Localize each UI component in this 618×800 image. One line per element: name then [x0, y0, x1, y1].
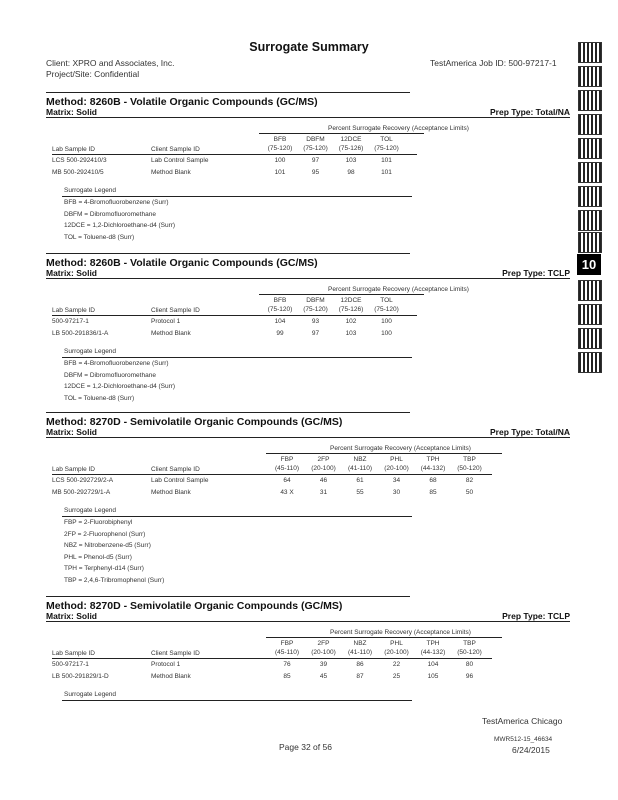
prep-type: Prep Type: TCLP [502, 611, 570, 621]
barcode-icon [578, 90, 602, 111]
recovery-rule [259, 294, 424, 295]
column-name: 12DCE [340, 136, 362, 143]
recovery-value: 97 [311, 330, 320, 337]
legend-item: DBFM = Dibromofluoromethane [64, 371, 156, 379]
legend-title: Surrogate Legend [64, 507, 117, 514]
recovery-value: 103 [345, 330, 357, 337]
recovery-value: 86 [356, 661, 364, 668]
matrix-label: Matrix: Solid [46, 611, 98, 621]
column-lab-sample-id: Lab Sample ID [52, 146, 95, 153]
legend-item: TOL = Toluene-d8 (Surr) [64, 233, 135, 241]
barcode-icon [578, 352, 602, 373]
lab-sample-id: MB 500-292729/1-A [52, 489, 111, 496]
client-sample-id: Method Blank [151, 169, 191, 176]
recovery-value: 39 [319, 661, 328, 668]
column-name: PHL [390, 456, 403, 463]
section-tab[interactable]: 10 [577, 254, 601, 275]
column-limits: (75-120) [374, 306, 399, 313]
column-name: DBFM [306, 136, 325, 143]
barcode-icon [578, 114, 602, 135]
legend-item: BFB = 4-Bromofluorobenzene (Surr) [64, 360, 169, 367]
barcode-icon [578, 186, 602, 207]
column-limits: (41-110) [347, 649, 373, 656]
column-limits: (75-120) [303, 145, 328, 152]
matrix-label: Matrix: Solid [46, 427, 98, 437]
column-name: NBZ [353, 640, 367, 647]
legend-item: FBP = 2-Fluorobiphenyl [64, 519, 133, 526]
recovery-value: 100 [381, 330, 392, 337]
method-heading: Method: 8260B - Volatile Organic Compounds (GC/MS) [46, 257, 318, 269]
recovery-value: 101 [274, 169, 286, 176]
lab-sample-id: LB 500-291836/1-A [52, 330, 109, 337]
column-limits: (75-120) [374, 145, 399, 152]
column-name: 2FP [317, 456, 330, 463]
column-name: TPH [426, 640, 440, 647]
column-limits: (44-132) [420, 649, 446, 656]
column-limits: (20-100) [384, 465, 409, 472]
column-name: FBP [280, 640, 294, 647]
lab-sample-id: 500-97217-1 [52, 661, 89, 668]
lab-sample-id: 500-97217-1 [52, 318, 89, 325]
column-name: PHL [390, 640, 403, 647]
recovery-value: 105 [427, 673, 439, 680]
column-limits: (45-110) [274, 649, 300, 656]
column-lab-sample-id: Lab Sample ID [52, 466, 95, 473]
column-name: TOL [380, 297, 393, 304]
column-limits: (20-100) [311, 649, 336, 656]
page-number: Page 32 of 56 [279, 742, 332, 752]
matrix-rule [46, 117, 570, 118]
barcode-icon [578, 210, 602, 231]
recovery-header: Percent Surrogate Recovery (Acceptance Limits) [330, 445, 471, 452]
recovery-value: 76 [283, 661, 291, 668]
recovery-value: 97 [311, 157, 320, 164]
recovery-value: 101 [381, 157, 392, 164]
recovery-value: 95 [311, 169, 320, 176]
recovery-rule [266, 637, 502, 638]
legend-rule [62, 196, 412, 197]
header-rule [52, 315, 417, 316]
column-lab-sample-id: Lab Sample ID [52, 650, 95, 657]
client-sample-id: Lab Control Sample [151, 157, 209, 164]
recovery-value: 85 [429, 489, 437, 496]
lab-sample-id: LB 500-291829/1-D [52, 673, 109, 680]
column-name: TOL [380, 136, 393, 143]
client-name: Client: XPRO and Associates, Inc. [46, 58, 175, 68]
column-limits: (75-126) [338, 306, 364, 313]
recovery-value: 68 [429, 477, 437, 484]
legend-title: Surrogate Legend [64, 691, 117, 698]
barcode-icon [578, 42, 602, 63]
column-name: FBP [280, 456, 294, 463]
recovery-header: Percent Surrogate Recovery (Acceptance Limits) [330, 629, 471, 636]
header-rule [52, 658, 492, 659]
legend-item: PHL = Phenol-d5 (Surr) [64, 553, 132, 561]
recovery-rule [266, 453, 502, 454]
legend-item: 12DCE = 1,2-Dichloroethane-d4 (Surr) [64, 222, 176, 229]
matrix-rule [46, 278, 570, 279]
column-name: BFB [273, 297, 287, 304]
barcode-icon [578, 66, 602, 87]
column-name: 2FP [317, 640, 330, 647]
client-sample-id: Protocol 1 [151, 318, 181, 325]
legend-item: TOL = Toluene-d8 (Surr) [64, 394, 135, 402]
recovery-value: 98 [347, 169, 355, 176]
recovery-value: 82 [465, 477, 474, 484]
lab-sample-id: MB 500-292410/5 [52, 169, 104, 176]
recovery-value: 85 [283, 673, 291, 680]
prep-type: Prep Type: Total/NA [490, 107, 570, 117]
recovery-value: 104 [274, 318, 286, 325]
column-client-sample-id: Client Sample ID [151, 650, 200, 657]
legend-item: TBP = 2,4,6-Tribromophenol (Surr) [64, 576, 165, 584]
recovery-value: 99 [276, 330, 284, 337]
legend-item: TPH = Terphenyl-d14 (Surr) [64, 565, 144, 572]
method-heading: Method: 8260B - Volatile Organic Compounds (GC/MS) [46, 96, 318, 108]
recovery-value: 93 [311, 318, 320, 325]
column-limits: (44-132) [420, 465, 446, 472]
legend-item: BFB = 4-Bromofluorobenzene (Surr) [64, 199, 169, 206]
recovery-value: 61 [356, 477, 364, 484]
legend-item: 12DCE = 1,2-Dichloroethane-d4 (Surr) [64, 383, 176, 390]
header-rule [52, 474, 492, 475]
column-limits: (50-120) [457, 649, 482, 656]
column-client-sample-id: Client Sample ID [151, 146, 200, 153]
column-limits: (50-120) [457, 465, 482, 472]
client-sample-id: Lab Control Sample [151, 477, 209, 484]
column-limits: (75-120) [303, 306, 328, 313]
matrix-label: Matrix: Solid [46, 268, 98, 278]
recovery-value: 101 [381, 169, 392, 176]
section-top-rule [46, 412, 410, 413]
prep-type: Prep Type: TCLP [502, 268, 570, 278]
column-name: TBP [463, 640, 476, 647]
recovery-value: 45 [319, 673, 328, 680]
barcode-icon [578, 138, 602, 159]
recovery-value: 43 X [280, 489, 294, 496]
recovery-value: 80 [465, 661, 474, 668]
column-limits: (41-110) [347, 465, 373, 472]
column-limits: (75-120) [267, 306, 293, 313]
client-sample-id: Method Blank [151, 673, 191, 680]
project-site: Project/Site: Confidential [46, 69, 140, 79]
legend-rule [62, 700, 412, 701]
recovery-value: 102 [345, 318, 357, 325]
page-title: Surrogate Summary [249, 40, 369, 54]
matrix-rule [46, 621, 570, 622]
barcode-icon [578, 232, 602, 253]
column-name: TPH [426, 456, 440, 463]
matrix-label: Matrix: Solid [46, 107, 98, 117]
client-sample-id: Method Blank [151, 489, 191, 496]
recovery-value: 31 [319, 489, 328, 496]
lab-name: TestAmerica Chicago [482, 716, 563, 726]
legend-item: DBFM = Dibromofluoromethane [64, 210, 156, 218]
doc-code: MWR512-15_46634 [494, 736, 553, 743]
recovery-value: 25 [392, 673, 401, 680]
column-name: 12DCE [340, 297, 362, 304]
job-id: TestAmerica Job ID: 500-97217-1 [430, 58, 557, 68]
lab-sample-id: LCS 500-292410/3 [52, 157, 107, 164]
recovery-value: 50 [465, 489, 474, 496]
recovery-value: 30 [392, 489, 401, 496]
recovery-value: 100 [274, 157, 286, 164]
column-name: DBFM [306, 297, 325, 304]
matrix-rule [46, 437, 570, 438]
recovery-value: 87 [356, 673, 364, 680]
recovery-value: 22 [392, 661, 401, 668]
legend-item: NBZ = Nitrobenzene-d5 (Surr) [64, 542, 151, 549]
column-limits: (75-126) [338, 145, 364, 152]
column-client-sample-id: Client Sample ID [151, 307, 200, 314]
column-name: NBZ [353, 456, 367, 463]
recovery-header: Percent Surrogate Recovery (Acceptance Limits) [328, 125, 469, 132]
recovery-value: 96 [465, 673, 474, 680]
section-top-rule [46, 596, 410, 597]
legend-rule [62, 516, 412, 517]
recovery-value: 100 [381, 318, 392, 325]
recovery-rule [259, 133, 424, 134]
recovery-value: 104 [427, 661, 439, 668]
section-top-rule [46, 253, 410, 254]
method-heading: Method: 8270D - Semivolatile Organic Compounds (GC/MS) [46, 416, 343, 428]
column-name: BFB [273, 136, 287, 143]
header-rule [52, 154, 417, 155]
client-sample-id: Method Blank [151, 330, 191, 337]
legend-title: Surrogate Legend [64, 187, 117, 194]
recovery-value: 46 [319, 477, 328, 484]
column-client-sample-id: Client Sample ID [151, 466, 200, 473]
recovery-value: 64 [283, 477, 291, 484]
section-top-rule [46, 92, 410, 93]
recovery-value: 34 [392, 477, 401, 484]
report-date: 6/24/2015 [512, 745, 550, 755]
column-name: TBP [463, 456, 476, 463]
lab-sample-id: LCS 500-292729/2-A [52, 477, 114, 484]
column-limits: (45-110) [274, 465, 300, 472]
client-sample-id: Protocol 1 [151, 661, 181, 668]
legend-title: Surrogate Legend [64, 348, 117, 355]
method-heading: Method: 8270D - Semivolatile Organic Compounds (GC/MS) [46, 600, 343, 612]
column-lab-sample-id: Lab Sample ID [52, 307, 95, 314]
legend-rule [62, 357, 412, 358]
barcode-icon [578, 280, 602, 301]
column-limits: (20-100) [311, 465, 336, 472]
legend-item: 2FP = 2-Fluorophenol (Surr) [64, 530, 146, 538]
column-limits: (20-100) [384, 649, 409, 656]
recovery-value: 55 [356, 489, 364, 496]
recovery-header: Percent Surrogate Recovery (Acceptance Limits) [328, 286, 469, 293]
recovery-value: 103 [345, 157, 357, 164]
column-limits: (75-120) [267, 145, 293, 152]
prep-type: Prep Type: Total/NA [490, 427, 570, 437]
